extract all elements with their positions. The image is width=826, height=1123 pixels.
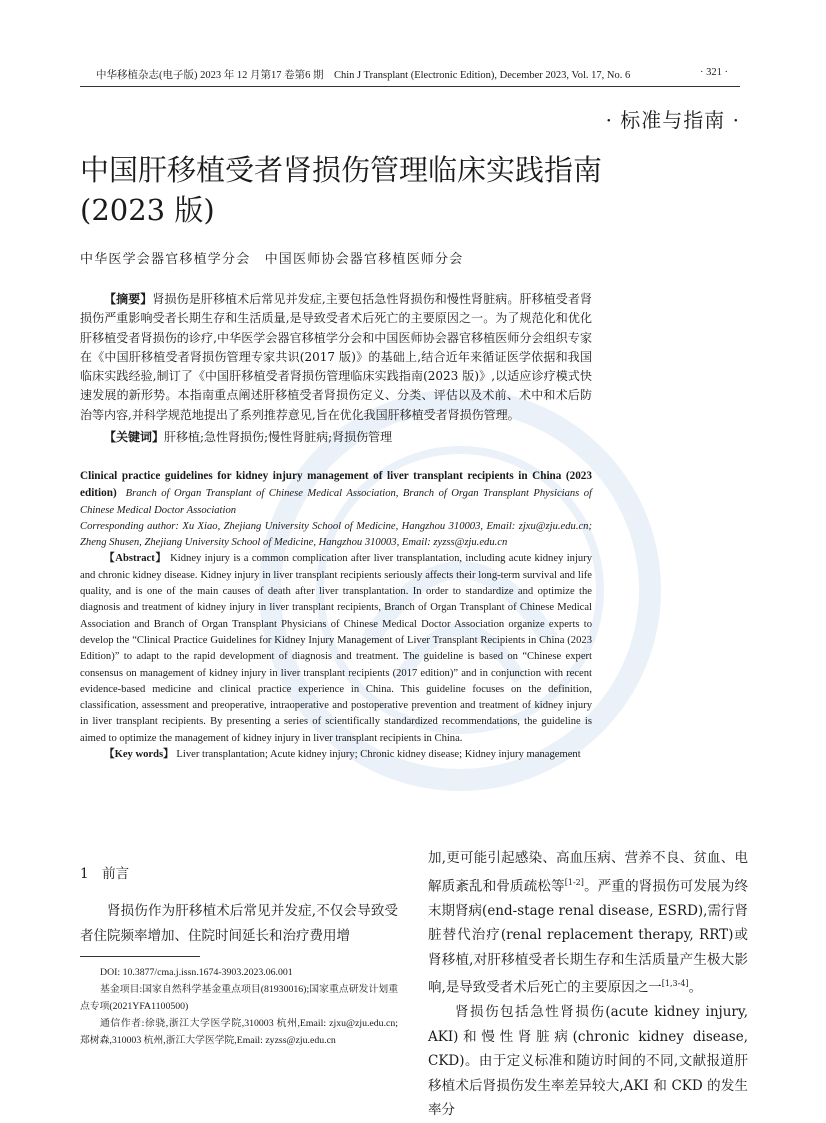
footnote-funding: 基金项目:国家自然科学基金重点项目(81930016);国家重点研发计划重点专项(2021YFA1100500) <box>80 984 398 1012</box>
para-text-b: 。严重的肾损伤可发展为终末期肾病(end-stage renal disease, ESRD),需行肾脏替代治疗(renal replacement therapy, RRT)或肾移植,对肝移植受者长期生存和生活质量产生极大影响,是导致受者术后死亡的主要原因之一 <box>428 878 749 996</box>
intro-paragraph-right-2: 肾损伤包括急性肾损伤(acute kidney injury, AKI)和慢性肾脏病(chronic kidney disease, CKD)。由于定义标准和随访时间的不同,文献报道肝移植术后肾损伤发生率差异较大,AKI 和 CKD 的发生率分 <box>428 1004 748 1118</box>
para-text-a: 加,更可能引起感染、高血压病、营养不良、贫血、电解质紊乱和骨质疏松等 <box>428 850 748 894</box>
chinese-keywords-label: 【关键词】 <box>104 430 165 444</box>
intro-paragraph-right-1 <box>428 846 748 1000</box>
section-tag: · 标准与指南 · <box>605 108 740 132</box>
footnote-divider <box>80 956 200 957</box>
english-abstract-text: Kidney injury is a common complication after liver transplantation, including acute kidney injury and chronic kidney disease. Kidney injury in liver transplant recipients seriously affects their long-term survival and life quality, and is one of the main causes of death after liver transplantation. In order to standardize and optimize the diagnosis and treatment of kidney injury in liver transplant recipients, Branch of Organ Transplant of Chinese Medical Association and Branch of Organ Transplant Physicians of Chinese Medical Doctor Association organize experts to develop the “Clinical Practice Guidelines for Kidney Injury Management of Liver Transplant Recipients in China (2023 Edition)” to adapt to the rapid development of diagnosis and treatment. The guideline is based on “Chinese expert consensus on management of kidney injury in liver transplant recipients (2017 edition)” and in conjunction with recent evidence-based medicine and clinical practice experience in China. This guideline focuses on the definition, classification, assessment and preoperative, intraoperative and postoperative prevention and treatment of kidney injury in liver transplant recipients. By presenting a series of scientifically standardized recommendations, the guideline is aimed to optimize the management of kidney injury in liver transplant recipients in China. <box>80 553 593 744</box>
chinese-keywords-text: 肝移植;急性肾损伤;慢性肾脏病;肾损伤管理 <box>164 430 393 444</box>
author-list: 中华医学会器官移植学分会 中国医师协会器官移植医师分会 <box>80 252 464 267</box>
running-head <box>96 67 728 82</box>
chinese-abstract-label: 【摘要】 <box>104 292 153 306</box>
footnote-doi: DOI: 10.3877/cma.j.issn.1674-3903.2023.06.001 <box>100 967 293 978</box>
english-abstract-label: 【Abstract】 <box>104 553 167 565</box>
article-title: 中国肝移植受者肾损伤管理临床实践指南(2023 版) <box>80 153 603 227</box>
chinese-abstract-text: 肾损伤是肝移植术后常见并发症,主要包括急性肾损伤和慢性肾脏病。肝移植受者肾损伤严重影响受者长期生存和生活质量,是导致受者术后死亡的主要原因之一。为了规范化和优化肝移植受者肾损伤的诊疗,中华医学会器官移植学分会和中国医师协会器官移植医师分会组织专家在《中国肝移植受者肾损伤管理专家共识(2017 版)》的基础上,结合近年来循证医学依据和我国临床实践经验,制订了《中国肝移植受者肾损伤管理临床实践指南(2023 版)》,以适应诊疗模式快速发展的新形势。本指南重点阐述肝移植受者肾损伤定义、分类、评估以及术前、术中和术后防治等内容,并科学规范地提出了系列推荐意见,旨在优化我国肝移植受者肾损伤管理。 <box>80 292 592 422</box>
citation-ref: [1-2] <box>564 877 584 887</box>
english-keywords <box>80 747 592 763</box>
header-divider <box>80 86 740 87</box>
left-column <box>80 862 398 948</box>
right-column <box>428 846 748 1123</box>
corresponding-author: Corresponding author: Xu Xiao, Zhejiang University School of Medicine, Hangzhou 310003, Email: zjxu@zju.edu.cn; Zheng Shusen, Zhejiang University School of Medicine, Hangzhou 310003, Email: zyzss@zju.edu.cn <box>80 520 592 549</box>
chinese-keywords <box>80 428 592 445</box>
english-abstract-block <box>80 468 592 763</box>
citation-ref: [1,3-4] <box>661 979 689 988</box>
intro-paragraph-left: 肾损伤作为肝移植术后常见并发症,不仅会导致受者住院频率增加、住院时间延长和治疗费用增 <box>80 903 398 944</box>
english-title: Clinical practice guidelines for kidney injury management of liver transplant recipients in China (2023 edition) <box>80 470 592 500</box>
english-keywords-label: 【Key words】 <box>104 749 174 761</box>
english-keywords-text: Liver transplantation; Acute kidney injury; Chronic kidney disease; Kidney injury management <box>176 749 581 761</box>
english-abstract <box>80 551 592 747</box>
chinese-abstract <box>80 290 592 425</box>
running-head-title: 中华移植杂志(电子版) 2023 年 12 月第17 卷第6 期 Chin J Transplant (Electronic Edition), December 2023, Vol. 17, No. 6 <box>96 70 631 81</box>
page-number: · 321 · <box>700 67 728 78</box>
footnote-contact: 通信作者:徐骁,浙江大学医学院,310003 杭州,Email: zjxu@zju.edu.cn; 郑树森,310003 杭州,浙江大学医学院,Email: zyzss@zju.edu.cn <box>80 1018 398 1046</box>
para-text-c: 。 <box>688 979 703 996</box>
section-heading-introduction: 1 前言 <box>80 866 130 882</box>
footnotes <box>80 964 398 1049</box>
english-affiliation: Branch of Organ Transplant of Chinese Medical Association, Branch of Organ Transplant Physicians of Chinese Medical Doctor Association <box>80 488 593 516</box>
